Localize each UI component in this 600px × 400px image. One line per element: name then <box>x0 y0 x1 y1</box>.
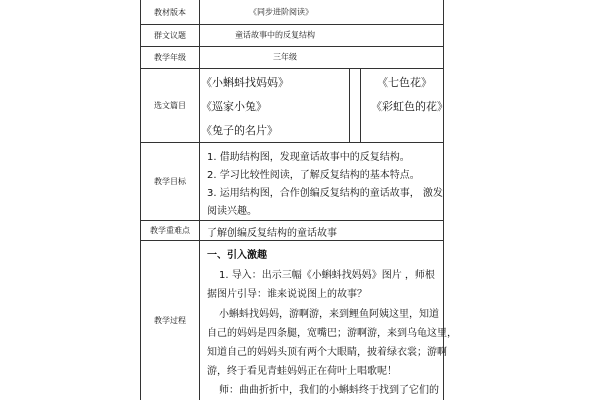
value-grade: 三年级 <box>273 52 297 62</box>
text-title: 《彩虹色的花》 <box>371 100 448 113</box>
label-grade: 教学年级 <box>141 46 200 68</box>
row-edition <box>141 0 443 25</box>
value-keypoint: 了解创编反复结构的童话故事 <box>207 228 337 239</box>
text-title: 《小蝌蚪找妈妈》 <box>201 76 289 89</box>
process-line: 1. 导入：出示三幅《小蝌蚪找妈妈》图片 ，师根 <box>219 270 435 281</box>
process-line: 游，终于看见青蛙妈妈正在荷叶上唱歌呢！ <box>207 366 397 377</box>
value-topic: 童话故事中的反复结构 <box>235 30 315 40</box>
row-process <box>141 240 457 400</box>
value-edition: 《同步进阶阅读》 <box>249 7 313 17</box>
goal-line: 2. 学习比较性阅读，了解反复结构的基本特点。 <box>207 170 420 181</box>
row-texts <box>141 68 448 143</box>
lesson-plan-table <box>140 0 457 400</box>
label-topic: 群文议题 <box>141 24 200 46</box>
label-texts: 选文篇目 <box>141 68 200 142</box>
process-line: 据图片引导：谁来说说图上的故事？ <box>207 289 367 300</box>
label-edition: 教材版本 <box>141 0 200 24</box>
text-title: 《巡家小兔》 <box>201 100 267 113</box>
row-goals <box>141 142 443 221</box>
label-keypoint: 教学重难点 <box>141 220 200 240</box>
process-line: 知道自己的妈妈头顶有两个大眼睛，披着绿衣裳；游啊 <box>207 347 447 358</box>
process-heading: 一、引入激趣 <box>207 250 267 261</box>
row-keypoint <box>141 220 443 241</box>
text-title: 《七色花》 <box>377 76 432 89</box>
texts-divider <box>349 68 361 142</box>
label-goals: 教学目标 <box>141 142 200 220</box>
process-line: 小蝌蚪找妈妈，游啊游，来到鲤鱼阿姨这里，知道 <box>219 309 439 320</box>
goal-line: 1. 借助结构图，发现童话故事中的反复结构。 <box>207 152 410 163</box>
process-line: 自己的妈妈是四条腿，宽嘴巴；游啊游，来到乌龟这里， <box>207 328 457 339</box>
text-title: 《兔子的名片》 <box>201 124 278 137</box>
process-line: 师：曲曲折折中，我们的小蝌蚪终于找到了它们的 <box>219 385 439 396</box>
goal-line: 阅读兴趣。 <box>207 206 257 217</box>
row-topic <box>141 24 443 47</box>
goal-line: 3. 运用结构图，合作创编反复结构的童话故事， 激发 <box>207 188 443 199</box>
label-process: 教学过程 <box>141 240 200 400</box>
row-grade <box>141 46 443 69</box>
